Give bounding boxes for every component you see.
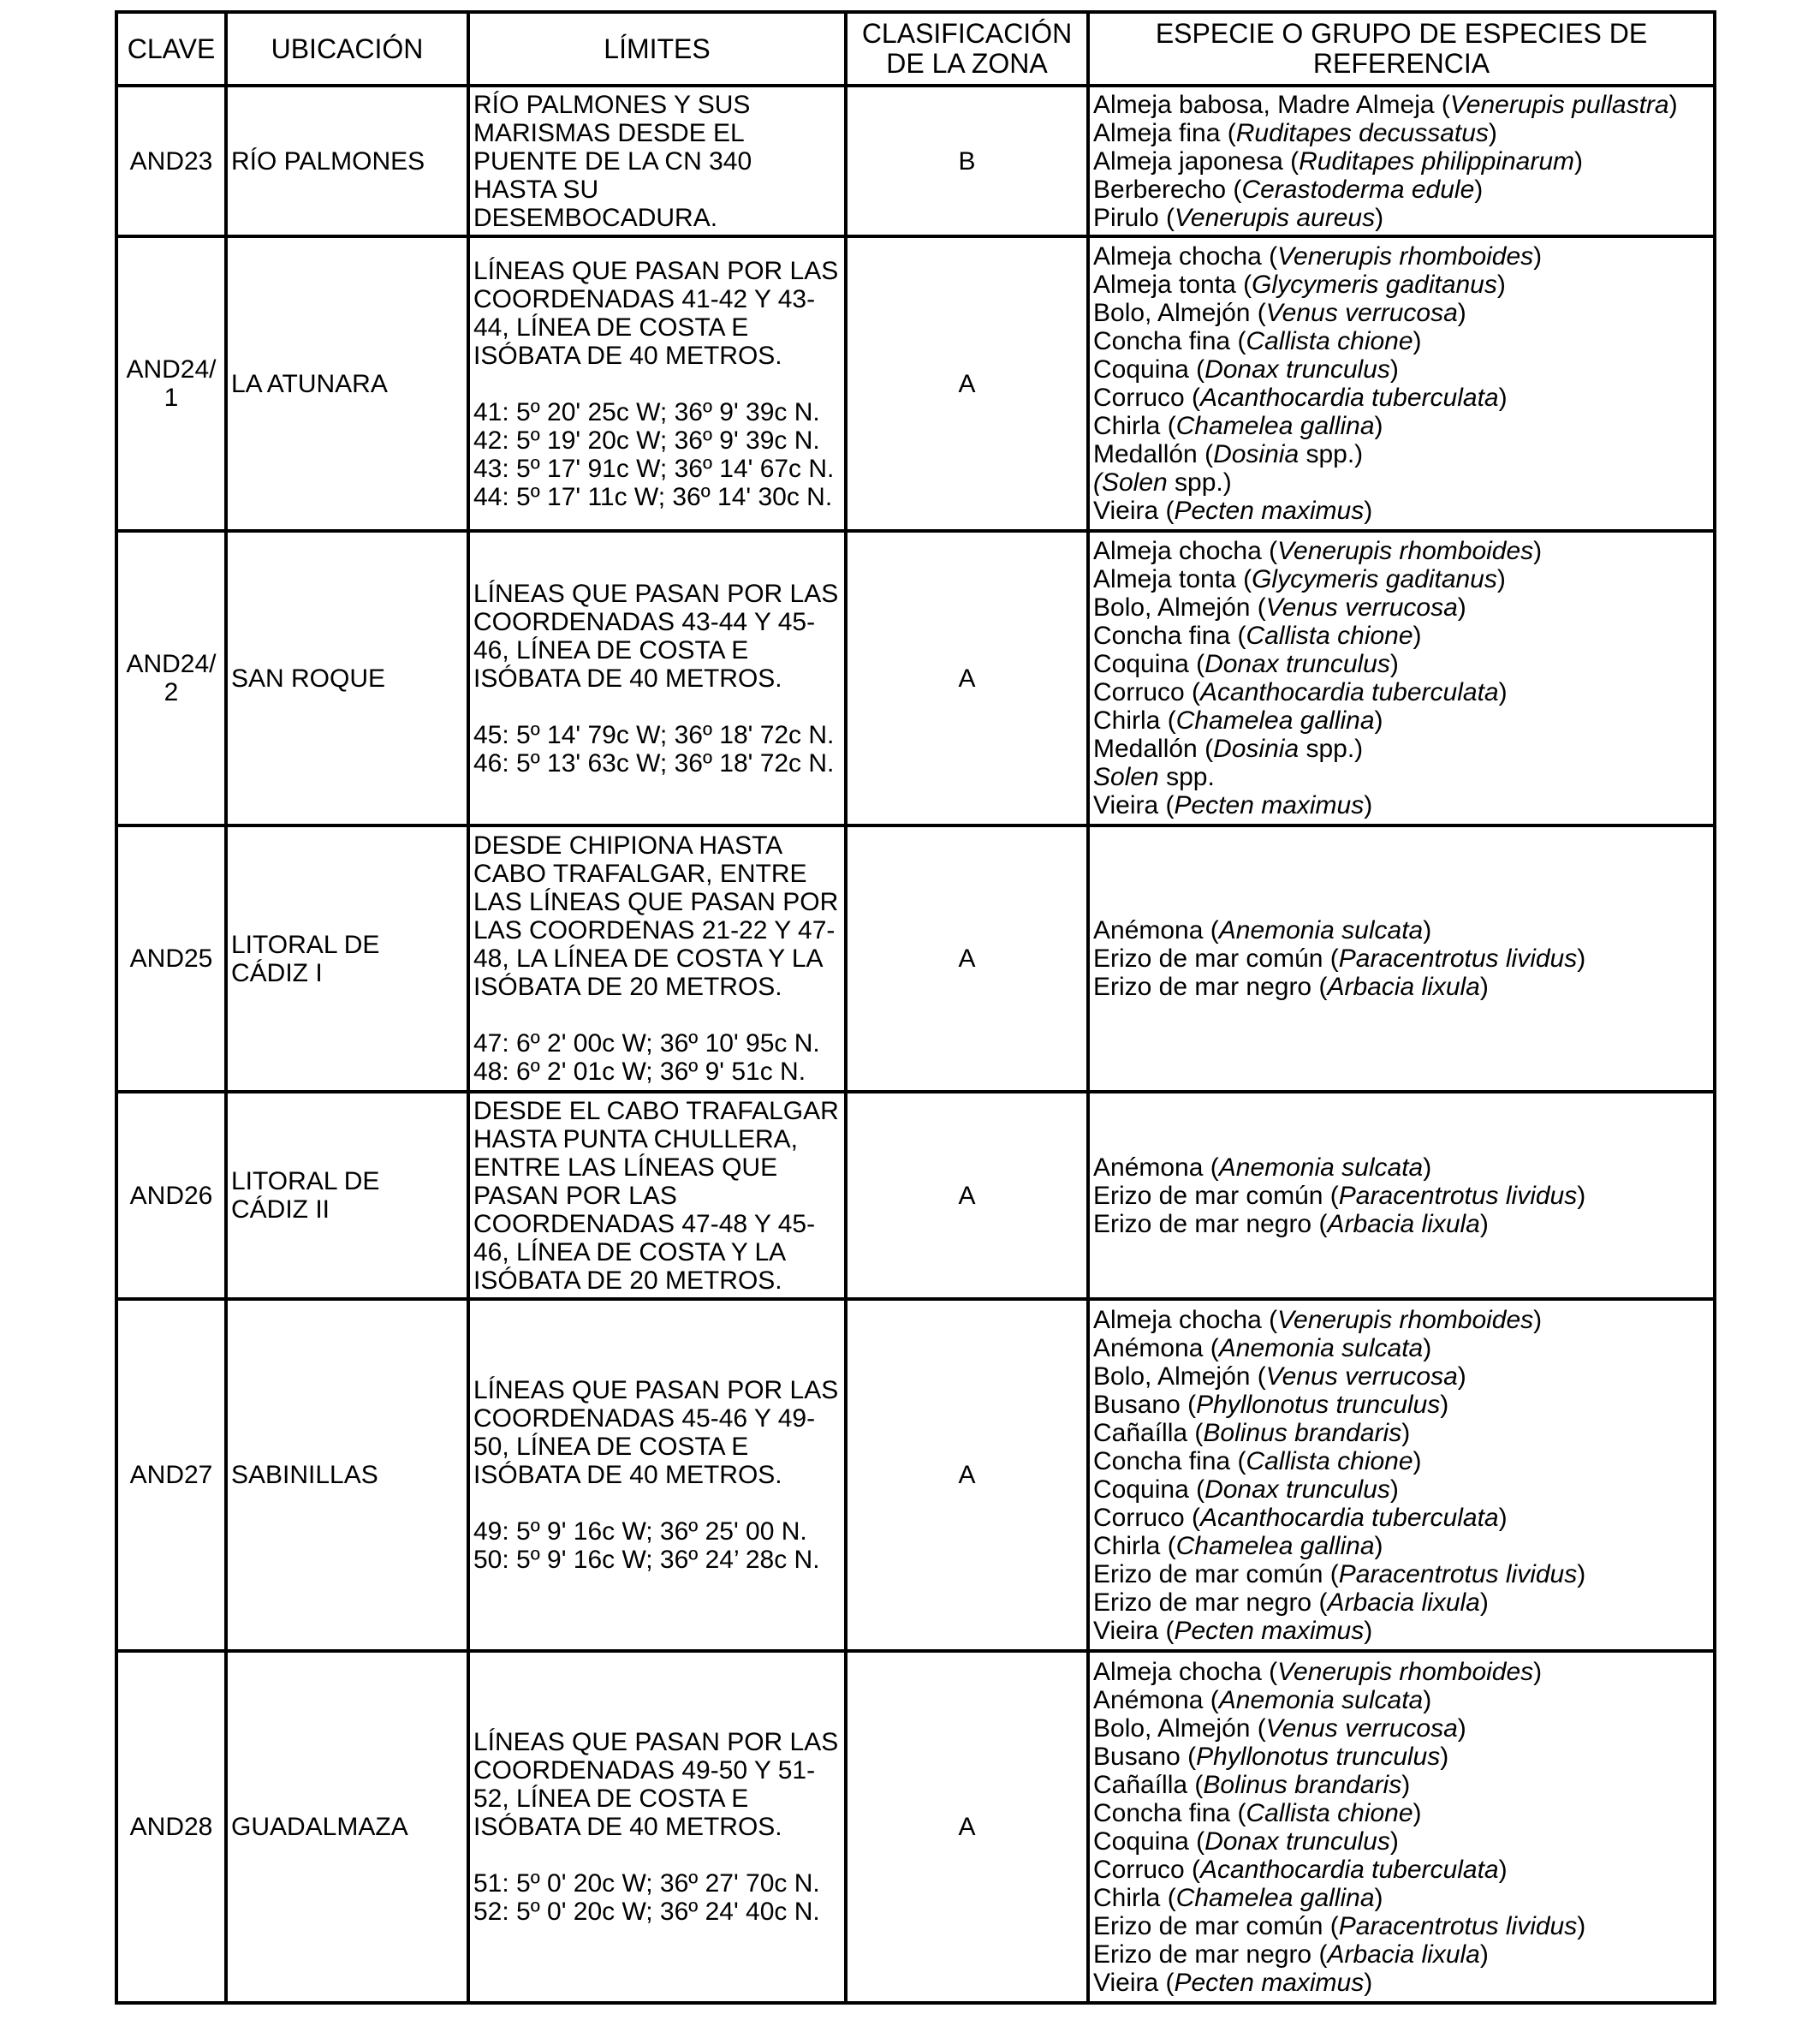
species-line: [1093, 1771, 1710, 1799]
limites-spacer: [473, 693, 841, 721]
cell-limites: [468, 86, 846, 236]
table-row: [116, 1299, 1715, 1651]
cell-clasificacion: A: [846, 531, 1088, 825]
cell-ubicacion: LITORAL DE CÁDIZ I: [226, 825, 468, 1092]
species-line: [1093, 384, 1710, 412]
species-scientific-name: Solen: [1093, 763, 1159, 791]
species-scientific-name: Venerupis rhomboides: [1277, 1305, 1534, 1334]
species-common-name: Bolo, Almejón (: [1093, 1362, 1266, 1391]
species-suffix: ): [1401, 1418, 1411, 1447]
coordinate-line: 47: 6º 2' 00c W; 36º 10' 95c N.: [473, 1029, 820, 1058]
species-line: [1093, 1588, 1710, 1617]
species-scientific-name: Acanthocardia tuberculata: [1200, 1855, 1499, 1884]
species-scientific-name: Pecten maximus: [1174, 497, 1365, 525]
species-common-name: Anémona (: [1093, 916, 1219, 945]
species-scientific-name: Anemonia sulcata: [1218, 1685, 1424, 1714]
species-line: [1093, 327, 1710, 355]
coordinate-line: 52: 5º 0' 20c W; 36º 24' 40c N.: [473, 1898, 820, 1926]
species-common-name: Chirla (: [1093, 412, 1176, 440]
species-suffix: ): [1364, 1616, 1373, 1645]
species-scientific-name: Pecten maximus: [1174, 791, 1365, 819]
species-scientific-name: Paracentrotus lividus: [1338, 945, 1578, 973]
species-suffix: ): [1364, 1968, 1373, 1997]
species-suffix: ): [1364, 497, 1373, 525]
species-suffix: ): [1423, 1153, 1432, 1182]
cell-especies: [1088, 236, 1715, 531]
cell-clasificacion: A: [846, 1092, 1088, 1299]
cell-especies: [1088, 531, 1715, 825]
species-scientific-name: Callista chione: [1246, 622, 1413, 650]
limites-spacer: [473, 370, 841, 398]
species-scientific-name: Acanthocardia tuberculata: [1200, 678, 1499, 706]
species-common-name: Erizo de mar negro (: [1093, 1940, 1328, 1969]
species-scientific-name: Chamelea gallina: [1175, 1883, 1375, 1912]
species-scientific-name: Donax trunculus: [1204, 1826, 1390, 1856]
species-suffix: ): [1577, 1911, 1586, 1940]
species-scientific-name: Ruditapes decussatus: [1235, 118, 1489, 147]
species-scientific-name: Anemonia sulcata: [1218, 1333, 1424, 1362]
species-scientific-name: Venerupis rhomboides: [1277, 242, 1534, 271]
species-common-name: Busano (: [1093, 1390, 1197, 1419]
species-suffix: ): [1498, 384, 1508, 412]
cell-clave: AND24/2: [116, 531, 226, 825]
species-common-name: Bolo, Almejón (: [1093, 1713, 1266, 1743]
species-scientific-name: Donax trunculus: [1204, 1475, 1390, 1504]
species-suffix: ): [1488, 118, 1497, 147]
species-line: [1093, 1153, 1710, 1182]
species-line: [1093, 1306, 1710, 1334]
species-suffix: ): [1389, 1826, 1399, 1856]
species-common-name: Chirla (: [1093, 706, 1176, 735]
cell-especies: [1088, 86, 1715, 236]
species-line: [1093, 593, 1710, 622]
coordinate-line: 51: 5º 0' 20c W; 36º 27' 70c N.: [473, 1869, 820, 1898]
species-common-name: Almeja chocha (: [1093, 1657, 1278, 1686]
species-scientific-name: Venerupis rhomboides: [1277, 537, 1534, 565]
species-line: [1093, 1658, 1710, 1686]
species-scientific-name: Arbacia lixula: [1327, 1940, 1480, 1969]
cell-ubicacion: LITORAL DE CÁDIZ II: [226, 1092, 468, 1299]
species-line: [1093, 1940, 1710, 1969]
species-suffix: ): [1479, 1588, 1489, 1617]
cell-clave: AND23: [116, 86, 226, 236]
species-common-name: Almeja chocha (: [1093, 1305, 1278, 1334]
species-suffix: ): [1389, 650, 1399, 678]
species-line: [1093, 945, 1710, 973]
species-line: [1093, 1827, 1710, 1856]
species-common-name: Corruco (: [1093, 1855, 1201, 1884]
species-common-name: Anémona (: [1093, 1153, 1219, 1182]
species-common-name: Vieira (: [1093, 497, 1175, 525]
cell-ubicacion: SAN ROQUE: [226, 531, 468, 825]
species-line: [1093, 650, 1710, 678]
species-common-name: Berberecho (: [1093, 175, 1242, 204]
species-suffix: ): [1668, 90, 1678, 119]
species-suffix: spp.): [1299, 440, 1364, 468]
coordinate-line: 45: 5º 14' 79c W; 36º 18' 72c N.: [473, 720, 835, 749]
species-suffix: ): [1423, 916, 1432, 945]
species-line: [1093, 1391, 1710, 1419]
species-scientific-name: Pecten maximus: [1174, 1616, 1365, 1645]
species-common-name: Chirla (: [1093, 1883, 1176, 1912]
species-common-name: Pirulo (: [1093, 203, 1175, 232]
species-scientific-name: Ruditapes philippinarum: [1299, 146, 1574, 176]
species-line: [1093, 355, 1710, 384]
species-suffix: ): [1533, 537, 1543, 565]
table-row: [116, 1651, 1715, 2003]
species-suffix: ): [1474, 175, 1484, 204]
species-suffix: ): [1375, 203, 1384, 232]
species-line: [1093, 1362, 1710, 1391]
species-common-name: Busano (: [1093, 1742, 1197, 1771]
species-line: [1093, 735, 1710, 763]
species-scientific-name: Dosinia: [1213, 440, 1300, 468]
species-scientific-name: Venerupis aureus: [1175, 203, 1376, 232]
species-common-name: Vieira (: [1093, 1616, 1175, 1645]
species-suffix: ): [1457, 299, 1466, 327]
species-scientific-name: Arbacia lixula: [1327, 973, 1480, 1001]
cell-especies: [1088, 825, 1715, 1092]
limites-spacer: [473, 1001, 841, 1029]
coordinate-line: 49: 5º 9' 16c W; 36º 25' 00 N.: [473, 1517, 807, 1546]
limites-text: LÍNEAS QUE PASAN POR LAS COORDENADAS 45-46 Y 49-50, LÍNEA DE COSTA E ISÓBATA DE 40 METROS.: [473, 1376, 839, 1489]
species-scientific-name: Callista chione: [1246, 1798, 1413, 1827]
species-common-name: Corruco (: [1093, 1503, 1201, 1532]
coordinate-line: 46: 5º 13' 63c W; 36º 18' 72c N.: [473, 748, 835, 778]
species-scientific-name: Bolinus brandaris: [1203, 1418, 1402, 1447]
cell-clave: AND24/1: [116, 236, 226, 531]
species-suffix: ): [1389, 355, 1399, 384]
species-line: [1093, 1617, 1710, 1645]
species-suffix: ): [1498, 1503, 1508, 1532]
species-scientific-name: Chamelea gallina: [1175, 706, 1375, 735]
species-common-name: Erizo de mar común (: [1093, 1911, 1339, 1940]
species-scientific-name: Paracentrotus lividus: [1338, 1181, 1578, 1210]
cell-limites: [468, 1092, 846, 1299]
coordinate-line: 43: 5º 17' 91c W; 36º 14' 67c N.: [473, 454, 835, 483]
limites-spacer: [473, 1841, 841, 1869]
species-scientific-name: Venerupis pullastra: [1449, 90, 1669, 119]
species-scientific-name: Glycymeris gaditanus: [1252, 565, 1497, 593]
species-scientific-name: Acanthocardia tuberculata: [1200, 384, 1499, 412]
limites-text: DESDE EL CABO TRAFALGAR HASTA PUNTA CHULLERA, ENTRE LAS LÍNEAS QUE PASAN POR LAS COORDENADAS 47-48 Y 45-46, LÍNEA DE COSTA Y LA ISÓBATA DE 20 METROS.: [473, 1096, 839, 1295]
coordinate-line: 44: 5º 17' 11c W; 36º 14' 30c N.: [473, 482, 833, 511]
species-line: [1093, 176, 1710, 204]
species-suffix: ): [1440, 1390, 1449, 1419]
species-common-name: Vieira (: [1093, 791, 1175, 819]
species-scientific-name: Pecten maximus: [1174, 1968, 1365, 1997]
species-suffix: ): [1574, 146, 1583, 176]
species-suffix: ): [1577, 1181, 1586, 1210]
species-suffix: ): [1389, 1475, 1399, 1504]
species-line: [1093, 678, 1710, 706]
cell-limites: [468, 236, 846, 531]
species-line: [1093, 763, 1710, 791]
species-line: [1093, 1799, 1710, 1827]
species-common-name: Erizo de mar común (: [1093, 945, 1339, 973]
species-scientific-name: Dosinia: [1213, 735, 1300, 763]
species-line: [1093, 706, 1710, 735]
species-line: [1093, 1743, 1710, 1771]
species-scientific-name: Donax trunculus: [1204, 650, 1390, 678]
species-scientific-name: Paracentrotus lividus: [1338, 1559, 1578, 1588]
header-especie: ESPECIE O GRUPO DE ESPECIES DE REFERENCIA: [1088, 12, 1715, 86]
species-line: [1093, 1714, 1710, 1743]
species-suffix: ): [1374, 1531, 1383, 1560]
species-line: [1093, 1210, 1710, 1238]
species-scientific-name: Acanthocardia tuberculata: [1200, 1503, 1499, 1532]
species-common-name: Almeja babosa, Madre Almeja (: [1093, 90, 1450, 119]
species-scientific-name: Venus verrucosa: [1265, 1362, 1458, 1391]
species-common-name: Chirla (: [1093, 1531, 1176, 1560]
species-common-name: Erizo de mar común (: [1093, 1181, 1339, 1210]
species-suffix: ): [1413, 622, 1422, 650]
species-common-name: Anémona (: [1093, 1685, 1219, 1714]
species-line: [1093, 1884, 1710, 1912]
cell-clasificacion: A: [846, 236, 1088, 531]
species-common-name: Erizo de mar común (: [1093, 1559, 1339, 1588]
header-clasificacion: CLASIFICACIÓN DE LA ZONA: [846, 12, 1088, 86]
cell-clasificacion: B: [846, 86, 1088, 236]
species-suffix: ): [1423, 1333, 1432, 1362]
species-line: [1093, 497, 1710, 525]
species-common-name: Concha fina (: [1093, 1798, 1246, 1827]
species-common-name: Almeja tonta (: [1093, 565, 1252, 593]
species-common-name: Coquina (: [1093, 1826, 1205, 1856]
species-suffix: ): [1498, 678, 1508, 706]
coordinate-line: 48: 6º 2' 01c W; 36º 9' 51c N.: [473, 1058, 806, 1086]
species-suffix: ): [1498, 1855, 1508, 1884]
header-ubicacion: UBICACIÓN: [226, 12, 468, 86]
species-line: [1093, 1504, 1710, 1532]
species-scientific-name: Callista chione: [1246, 327, 1413, 355]
species-line: [1093, 1686, 1710, 1714]
species-common-name: Bolo, Almejón (: [1093, 593, 1266, 622]
species-common-name: Almeja chocha (: [1093, 242, 1278, 271]
species-common-name: Medallón (: [1093, 440, 1214, 468]
species-line: [1093, 791, 1710, 819]
species-suffix: ): [1533, 1305, 1543, 1334]
limites-text: DESDE CHIPIONA HASTA CABO TRAFALGAR, ENTRE LAS LÍNEAS QUE PASAN POR LAS COORDENAS 21-22 Y 47-48, LA LÍNEA DE COSTA Y LA ISÓBATA DE 20 METROS.: [473, 831, 839, 1001]
species-scientific-name: Venus verrucosa: [1265, 299, 1458, 327]
coordinate-line: 50: 5º 9' 16c W; 36º 24’ 28c N.: [473, 1546, 820, 1574]
cell-especies: [1088, 1651, 1715, 2003]
cell-limites: [468, 1299, 846, 1651]
table-row: [116, 1092, 1715, 1299]
species-suffix: ): [1457, 1713, 1466, 1743]
species-suffix: spp.: [1158, 763, 1215, 791]
species-common-name: Almeja japonesa (: [1093, 146, 1300, 176]
species-common-name: Corruco (: [1093, 678, 1201, 706]
species-suffix: ): [1413, 327, 1422, 355]
cell-limites: [468, 825, 846, 1092]
species-suffix: ): [1479, 1209, 1489, 1238]
species-suffix: ): [1423, 1685, 1432, 1714]
species-common-name: Almeja fina (: [1093, 118, 1236, 147]
species-common-name: Vieira (: [1093, 1968, 1175, 1997]
species-line: [1093, 1475, 1710, 1504]
species-common-name: Anémona (: [1093, 1333, 1219, 1362]
species-scientific-name: Arbacia lixula: [1327, 1209, 1480, 1238]
species-suffix: ): [1533, 242, 1543, 271]
species-line: [1093, 468, 1710, 497]
species-common-name: Medallón (: [1093, 735, 1214, 763]
species-scientific-name: Arbacia lixula: [1327, 1588, 1480, 1617]
cell-ubicacion: SABINILLAS: [226, 1299, 468, 1651]
cell-clave: AND26: [116, 1092, 226, 1299]
species-line: [1093, 565, 1710, 593]
species-line: [1093, 412, 1710, 440]
species-common-name: Coquina (: [1093, 650, 1205, 678]
header-row: [116, 12, 1715, 86]
species-suffix: ): [1374, 706, 1383, 735]
table-row: [116, 86, 1715, 236]
species-suffix: ): [1496, 271, 1506, 299]
species-line: [1093, 299, 1710, 327]
species-scientific-name: Venerupis rhomboides: [1277, 1657, 1534, 1686]
table-body: [116, 86, 1715, 2003]
species-common-name: Concha fina (: [1093, 622, 1246, 650]
cell-limites: [468, 531, 846, 825]
species-line: [1093, 119, 1710, 147]
species-common-name: Concha fina (: [1093, 327, 1246, 355]
species-line: [1093, 1969, 1710, 1997]
species-suffix: ): [1457, 593, 1466, 622]
header-limites: LÍMITES: [468, 12, 846, 86]
species-scientific-name: Anemonia sulcata: [1218, 916, 1424, 945]
cell-clasificacion: A: [846, 1299, 1088, 1651]
limites-spacer: [473, 1489, 841, 1517]
species-common-name: Erizo de mar negro (: [1093, 973, 1328, 1001]
species-scientific-name: Venus verrucosa: [1265, 593, 1458, 622]
header-clave: CLAVE: [116, 12, 226, 86]
species-suffix: ): [1479, 973, 1489, 1001]
species-scientific-name: Chamelea gallina: [1175, 412, 1375, 440]
species-common-name: Almeja chocha (: [1093, 537, 1278, 565]
cell-limites: [468, 1651, 846, 2003]
species-suffix: ): [1533, 1657, 1543, 1686]
species-line: [1093, 973, 1710, 1001]
species-line: [1093, 204, 1710, 232]
cell-especies: [1088, 1092, 1715, 1299]
species-suffix: ): [1413, 1798, 1422, 1827]
species-suffix: ): [1440, 1742, 1449, 1771]
coordinate-line: 41: 5º 20' 25c W; 36º 9' 39c N.: [473, 397, 820, 426]
limites-text: LÍNEAS QUE PASAN POR LAS COORDENADAS 43-44 Y 45-46, LÍNEA DE COSTA E ISÓBATA DE 40 METROS.: [473, 579, 839, 693]
cell-ubicacion: RÍO PALMONES: [226, 86, 468, 236]
species-suffix: ): [1577, 1559, 1586, 1588]
zones-table: [115, 10, 1716, 2005]
species-common-name: Erizo de mar negro (: [1093, 1588, 1328, 1617]
table-row: [116, 825, 1715, 1092]
species-scientific-name: Donax trunculus: [1204, 355, 1390, 384]
limites-text: RÍO PALMONES Y SUS MARISMAS DESDE EL PUENTE DE LA CN 340 HASTA SU DESEMBOCADURA.: [473, 90, 752, 232]
species-common-name: Almeja tonta (: [1093, 271, 1252, 299]
species-scientific-name: Phyllonotus trunculus: [1196, 1742, 1441, 1771]
species-suffix: ): [1577, 945, 1586, 973]
species-common-name: Erizo de mar negro (: [1093, 1209, 1328, 1238]
species-line: [1093, 1912, 1710, 1940]
species-line: [1093, 537, 1710, 565]
species-scientific-name: Callista chione: [1246, 1446, 1413, 1475]
cell-ubicacion: GUADALMAZA: [226, 1651, 468, 2003]
species-suffix: ): [1413, 1446, 1422, 1475]
table-row: [116, 236, 1715, 531]
species-common-name: Cañaílla (: [1093, 1770, 1204, 1799]
cell-clasificacion: A: [846, 1651, 1088, 2003]
species-scientific-name: Phyllonotus trunculus: [1196, 1390, 1441, 1419]
cell-clasificacion: A: [846, 825, 1088, 1092]
species-scientific-name: (Solen: [1093, 468, 1168, 497]
species-line: [1093, 1447, 1710, 1475]
species-suffix: ): [1457, 1362, 1466, 1391]
table-row: [116, 531, 1715, 825]
species-scientific-name: Venus verrucosa: [1265, 1713, 1458, 1743]
species-suffix: ): [1364, 791, 1373, 819]
cell-especies: [1088, 1299, 1715, 1651]
species-common-name: Concha fina (: [1093, 1446, 1246, 1475]
species-line: [1093, 1560, 1710, 1588]
species-line: [1093, 1334, 1710, 1362]
species-suffix: spp.): [1299, 735, 1364, 763]
species-line: [1093, 1419, 1710, 1447]
limites-text: LÍNEAS QUE PASAN POR LAS COORDENADAS 49-50 Y 51-52, LÍNEA DE COSTA E ISÓBATA DE 40 METROS.: [473, 1728, 839, 1841]
species-suffix: ): [1374, 1883, 1383, 1912]
coordinate-line: 42: 5º 19' 20c W; 36º 9' 39c N.: [473, 426, 820, 455]
limites-text: LÍNEAS QUE PASAN POR LAS COORDENADAS 41-42 Y 43-44, LÍNEA DE COSTA E ISÓBATA DE 40 METROS.: [473, 256, 839, 370]
species-common-name: Coquina (: [1093, 355, 1205, 384]
species-scientific-name: Paracentrotus lividus: [1338, 1911, 1578, 1940]
species-line: [1093, 1532, 1710, 1560]
species-suffix: ): [1496, 565, 1506, 593]
species-line: [1093, 1856, 1710, 1884]
cell-clave: AND27: [116, 1299, 226, 1651]
cell-clave: AND28: [116, 1651, 226, 2003]
species-scientific-name: Anemonia sulcata: [1218, 1153, 1424, 1182]
species-line: [1093, 271, 1710, 299]
species-line: [1093, 242, 1710, 271]
species-suffix: ): [1374, 412, 1383, 440]
species-line: [1093, 147, 1710, 176]
species-suffix: ): [1401, 1770, 1411, 1799]
species-common-name: Cañaílla (: [1093, 1418, 1204, 1447]
species-scientific-name: Cerastoderma edule: [1241, 175, 1475, 204]
species-common-name: Coquina (: [1093, 1475, 1205, 1504]
species-line: [1093, 440, 1710, 468]
species-line: [1093, 916, 1710, 945]
table-header: [116, 12, 1715, 86]
species-suffix: ): [1479, 1940, 1489, 1969]
species-suffix: spp.): [1167, 468, 1232, 497]
species-common-name: Bolo, Almejón (: [1093, 299, 1266, 327]
species-line: [1093, 622, 1710, 650]
species-scientific-name: Bolinus brandaris: [1203, 1770, 1402, 1799]
species-line: [1093, 91, 1710, 119]
cell-ubicacion: LA ATUNARA: [226, 236, 468, 531]
cell-clave: AND25: [116, 825, 226, 1092]
species-scientific-name: Chamelea gallina: [1175, 1531, 1375, 1560]
species-line: [1093, 1182, 1710, 1210]
species-scientific-name: Glycymeris gaditanus: [1252, 271, 1497, 299]
species-common-name: Corruco (: [1093, 384, 1201, 412]
